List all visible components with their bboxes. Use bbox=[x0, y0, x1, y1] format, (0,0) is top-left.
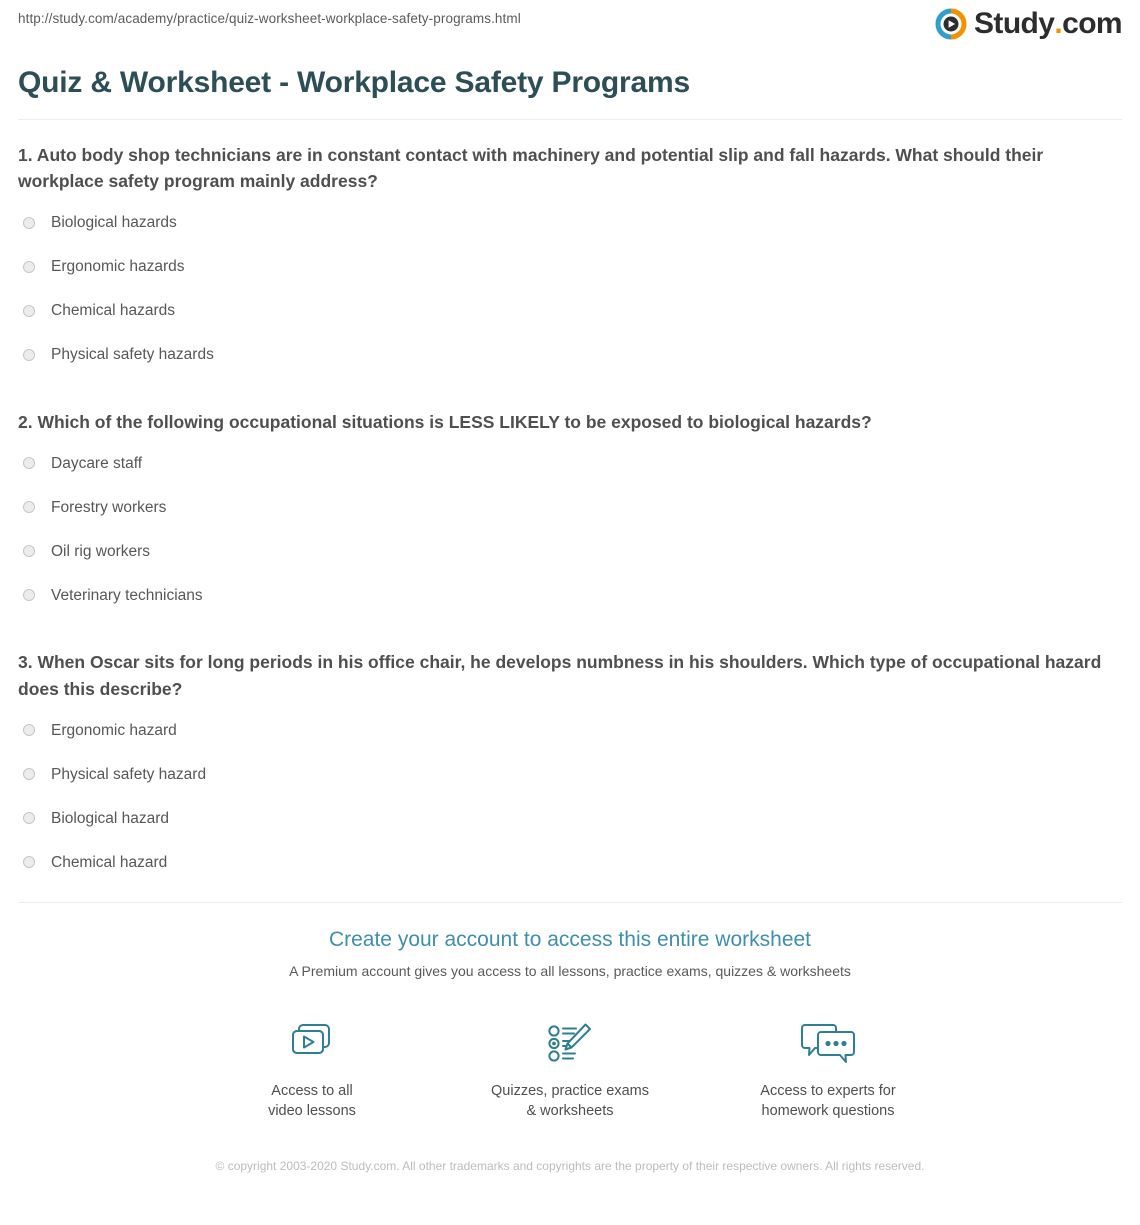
answer-label: Chemical hazards bbox=[51, 301, 176, 319]
answer-option[interactable] bbox=[18, 485, 1122, 529]
answer-option[interactable] bbox=[18, 752, 1122, 796]
video-lessons-icon bbox=[222, 1016, 402, 1072]
feature-line-2: homework questions bbox=[761, 1103, 895, 1120]
answer-label: Forestry workers bbox=[51, 498, 167, 516]
feature-list bbox=[0, 1016, 1140, 1122]
copyright-notice: © copyright 2003-2020 Study.com. All other trademarks and copyrights are the property of their respective owners. All rights reserved. bbox=[215, 1159, 925, 1173]
answer-option[interactable] bbox=[18, 245, 1122, 289]
radio-button[interactable] bbox=[23, 589, 35, 601]
question-spacer bbox=[18, 389, 1122, 409]
answer-options bbox=[18, 201, 1122, 377]
browser-header bbox=[0, 0, 1140, 58]
logo-tld: com bbox=[1062, 7, 1122, 40]
feature-text bbox=[738, 1081, 918, 1122]
play-circle-icon bbox=[935, 8, 967, 40]
radio-button[interactable] bbox=[23, 812, 35, 824]
feature-text bbox=[222, 1081, 402, 1122]
answer-option[interactable] bbox=[18, 529, 1122, 573]
answer-label: Ergonomic hazards bbox=[51, 257, 185, 275]
answer-label: Oil rig workers bbox=[51, 542, 151, 560]
study-logo[interactable] bbox=[935, 8, 1122, 40]
logo-wordmark bbox=[974, 8, 1122, 40]
answer-option[interactable] bbox=[18, 333, 1122, 377]
radio-button[interactable] bbox=[23, 545, 35, 557]
feature-line-1: Quizzes, practice exams bbox=[491, 1082, 649, 1099]
answer-option[interactable] bbox=[18, 573, 1122, 617]
chat-bubbles-icon bbox=[738, 1016, 918, 1072]
page-url: http://study.com/academy/practice/quiz-worksheet-workplace-safety-programs.html bbox=[18, 11, 521, 26]
question-block bbox=[18, 649, 1122, 884]
logo-dot: . bbox=[1054, 7, 1063, 40]
answer-option[interactable] bbox=[18, 289, 1122, 333]
radio-button[interactable] bbox=[23, 457, 35, 469]
question-text: 3. When Oscar sits for long periods in his office chair, he develops numbness in his shoulders. Which type of occupational hazard does this describe? bbox=[18, 652, 1102, 699]
feature-line-1: Access to all bbox=[271, 1082, 353, 1099]
logo-name: Study bbox=[974, 7, 1055, 40]
radio-button[interactable] bbox=[23, 856, 35, 868]
feature-line-1: Access to experts for bbox=[760, 1082, 896, 1099]
question-block bbox=[18, 409, 1122, 618]
radio-button[interactable] bbox=[23, 305, 35, 317]
quiz-questions bbox=[18, 120, 1122, 885]
answer-label: Ergonomic hazard bbox=[51, 721, 177, 739]
answer-options bbox=[18, 441, 1122, 617]
feature-text bbox=[480, 1081, 660, 1122]
answer-label: Veterinary technicians bbox=[51, 586, 203, 604]
answer-option[interactable] bbox=[18, 441, 1122, 485]
answer-option[interactable] bbox=[18, 201, 1122, 245]
answer-label: Chemical hazard bbox=[51, 853, 168, 871]
question-text: 1. Auto body shop technicians are in constant contact with machinery and potential slip and fall hazards. What should their workplace safety program mainly address? bbox=[18, 144, 1044, 192]
answer-option[interactable] bbox=[18, 708, 1122, 752]
radio-button[interactable] bbox=[23, 217, 35, 229]
create-account-link[interactable]: Create your account to access this entire worksheet bbox=[328, 928, 812, 952]
page-title: Quiz & Worksheet - Workplace Safety Programs bbox=[18, 66, 690, 99]
question-spacer bbox=[18, 629, 1122, 649]
answer-label: Biological hazard bbox=[51, 809, 170, 827]
feature-item bbox=[480, 1016, 660, 1122]
create-account-cta bbox=[0, 903, 1140, 1175]
answer-label: Daycare staff bbox=[51, 454, 143, 472]
radio-button[interactable] bbox=[23, 501, 35, 513]
feature-line-2: video lessons bbox=[268, 1103, 356, 1120]
feature-line-2: & worksheets bbox=[526, 1103, 614, 1120]
answer-label: Physical safety hazard bbox=[51, 765, 207, 783]
answer-option[interactable] bbox=[18, 796, 1122, 840]
question-block bbox=[18, 142, 1122, 377]
feature-item bbox=[738, 1016, 918, 1122]
cta-subtitle: A Premium account gives you access to all lessons, practice exams, quizzes & worksheets bbox=[289, 962, 851, 979]
feature-item bbox=[222, 1016, 402, 1122]
question-text: 2. Which of the following occupational situations is LESS LIKELY to be exposed to biological hazards? bbox=[18, 411, 872, 432]
answer-option[interactable] bbox=[18, 840, 1122, 884]
radio-button[interactable] bbox=[23, 261, 35, 273]
answer-label: Physical safety hazards bbox=[51, 345, 214, 363]
radio-button[interactable] bbox=[23, 724, 35, 736]
radio-button[interactable] bbox=[23, 349, 35, 361]
answer-options bbox=[18, 708, 1122, 884]
radio-button[interactable] bbox=[23, 768, 35, 780]
quiz-pencil-icon bbox=[480, 1016, 660, 1072]
answer-label: Biological hazards bbox=[51, 213, 177, 231]
